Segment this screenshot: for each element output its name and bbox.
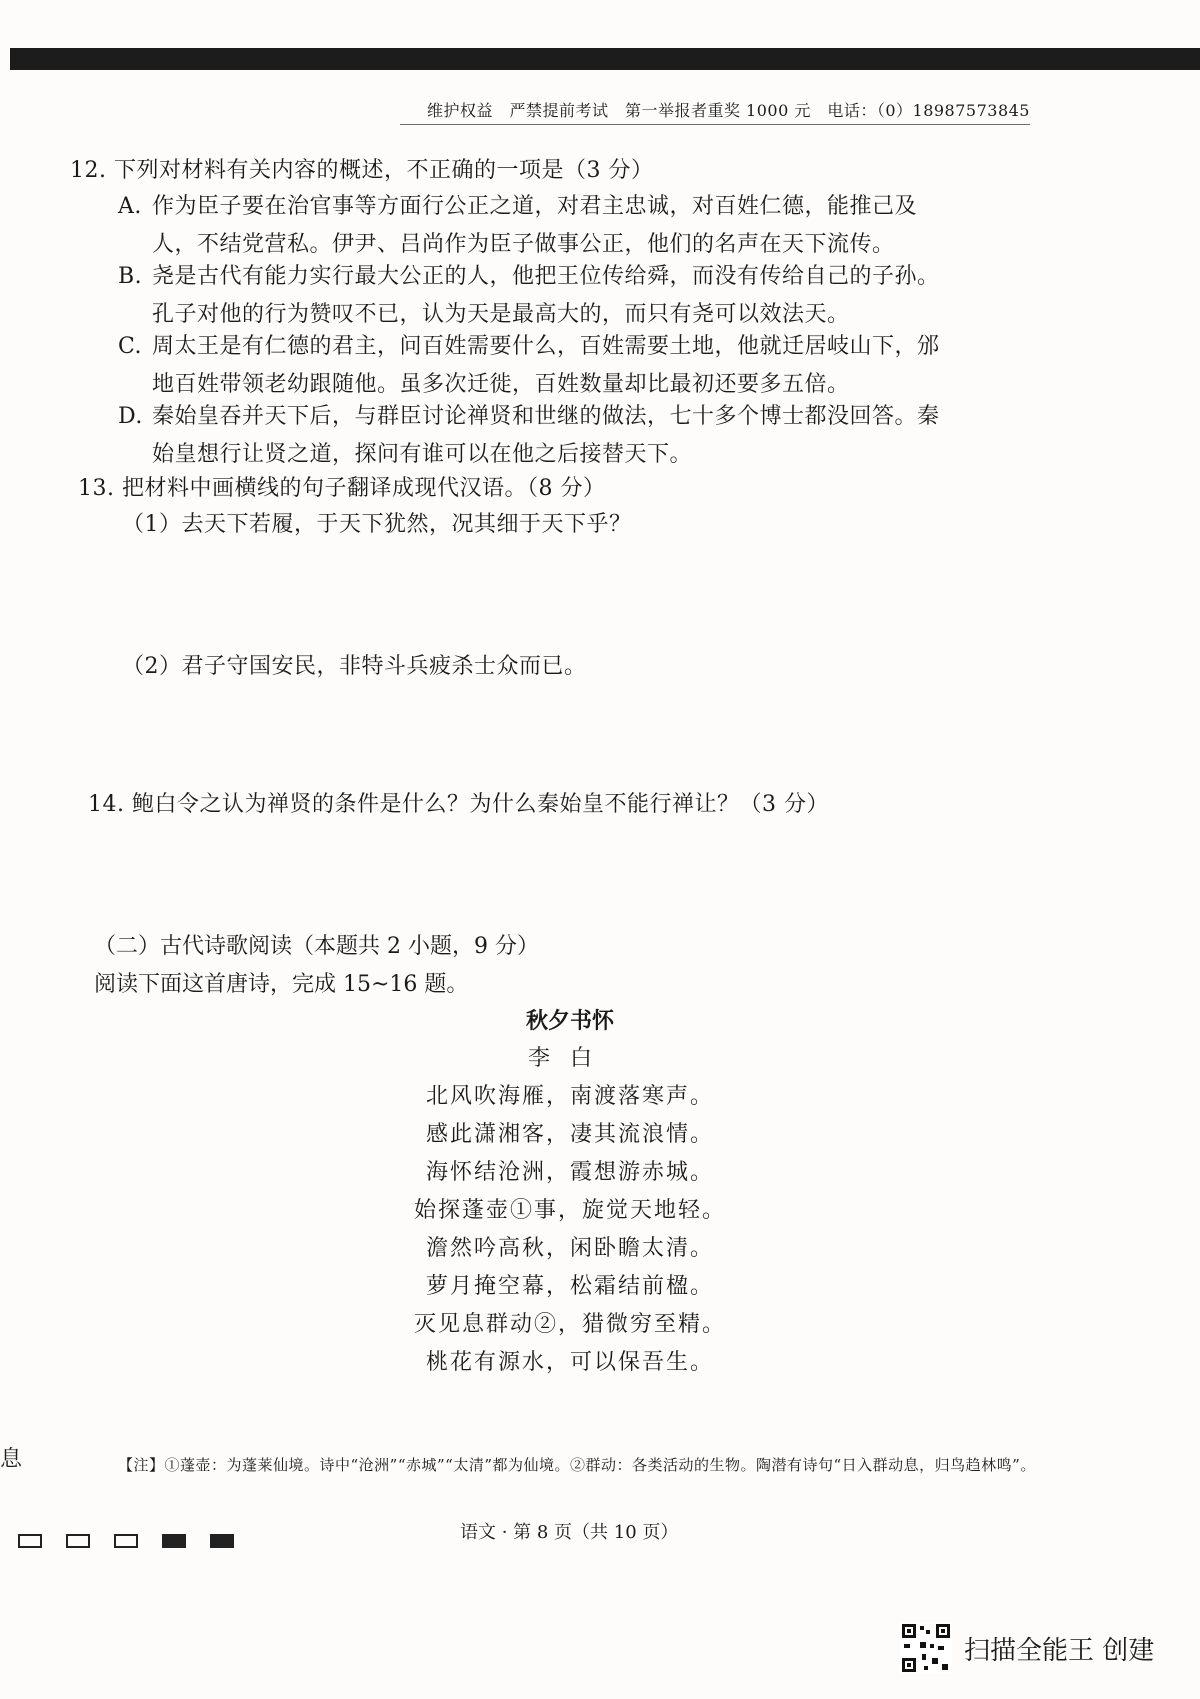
poem-footnote: 【注】①蓬壶：为蓬莱仙境。诗中“沧洲”“赤城”“太清”都为仙境。②群动：各类活动的生物。陶潜有诗句“日入群动息，归鸟趋林鸣”。 xyxy=(118,1456,1036,1474)
section2-title: （二）古代诗歌阅读（本题共 2 小题，9 分） xyxy=(94,934,539,959)
option-text-line2: 始皇想行让贤之道，探问有谁可以在他之后接替天下。 xyxy=(152,442,693,467)
header-divider xyxy=(400,124,1030,125)
option-label: B. xyxy=(118,264,143,289)
page-number: 语文 · 第 8 页（共 10 页） xyxy=(460,1522,679,1543)
margin-fragment: 息 xyxy=(0,1447,23,1472)
poem-line: 灭见息群动②，猎微穷至精。 xyxy=(413,1312,726,1337)
poem-author: 李白 xyxy=(527,1046,612,1071)
scan-edge-bar xyxy=(10,48,1200,70)
poem-title: 秋夕书怀 xyxy=(525,1008,614,1034)
poem-line: 海怀结沧洲，霞想游赤城。 xyxy=(425,1160,714,1185)
q12-stem: 12. 下列对材料有关内容的概述，不正确的一项是（3 分） xyxy=(70,158,654,183)
option-text-line1: 秦始皇吞并天下后，与群臣讨论禅贤和世继的做法，七十多个博士都没回答。秦 xyxy=(152,404,940,429)
option-label: A. xyxy=(118,194,142,219)
poem xyxy=(300,1002,840,1382)
header-notice: 维护权益 严禁提前考试 第一举报者重奖 1000 元 电话：（0）18987573845 xyxy=(426,101,1030,120)
q13-sub1: （1）去天下若履，于天下犹然，况其细于天下乎？ xyxy=(122,512,632,537)
marker-box xyxy=(114,1534,138,1548)
marker-box-filled xyxy=(210,1534,234,1548)
option-text-line1: 周太王是有仁德的君主，问百姓需要什么，百姓需要土地，他就迁居岐山下，邠 xyxy=(152,334,940,359)
option-text-line1: 尧是古代有能力实行最大公正的人，他把王位传给舜，而没有传给自己的子孙。 xyxy=(152,264,940,289)
q13-sub2: （2）君子守国安民，非特斗兵疲杀士众而已。 xyxy=(122,654,587,679)
poem-line: 萝月掩空幕，松霜结前楹。 xyxy=(425,1274,714,1299)
section2-instruction: 阅读下面这首唐诗，完成 15~16 题。 xyxy=(94,972,469,997)
option-text-line2: 地百姓带领老幼跟随他。虽多次迁徙，百姓数量却比最初还要多五倍。 xyxy=(152,372,850,397)
poem-line: 北风吹海雁，南渡落寒声。 xyxy=(425,1084,714,1109)
option-text-line2: 孔子对他的行为赞叹不已，认为天是最高大的，而只有尧可以效法天。 xyxy=(152,302,850,327)
scanner-watermark xyxy=(900,1620,1154,1676)
scanner-watermark-text: 扫描全能王 创建 xyxy=(964,1635,1155,1666)
option-text-line2: 人，不结党营私。伊尹、吕尚作为臣子做事公正，他们的名声在天下流传。 xyxy=(152,232,895,257)
q13-stem: 13. 把材料中画横线的句子翻译成现代汉语。（8 分） xyxy=(78,476,606,501)
option-text-line1: 作为臣子要在治官事等方面行公正之道，对君主忠诚，对百姓仁德，能推己及 xyxy=(152,194,918,219)
qr-code-icon xyxy=(900,1622,952,1674)
option-label: D. xyxy=(118,404,143,429)
marker-box xyxy=(18,1534,42,1548)
footer-marks xyxy=(18,1530,258,1549)
poem-line: 桃花有源水，可以保吾生。 xyxy=(425,1350,714,1375)
marker-box xyxy=(66,1534,90,1548)
poem-line: 始探蓬壶①事，旋觉天地轻。 xyxy=(413,1198,726,1223)
option-label: C. xyxy=(118,334,143,359)
poem-line: 感此潇湘客，凄其流浪情。 xyxy=(425,1122,714,1147)
q12-option-a xyxy=(118,188,1038,264)
poem-line: 澹然吟高秋，闲卧瞻太清。 xyxy=(425,1236,714,1261)
q12-option-c xyxy=(118,328,1038,404)
q14-stem: 14. 鲍白令之认为禅贤的条件是什么？为什么秦始皇不能行禅让？（3 分） xyxy=(88,792,829,817)
marker-box-filled xyxy=(162,1534,186,1548)
q12-option-b xyxy=(118,258,1038,334)
q12-option-d xyxy=(118,398,1038,474)
